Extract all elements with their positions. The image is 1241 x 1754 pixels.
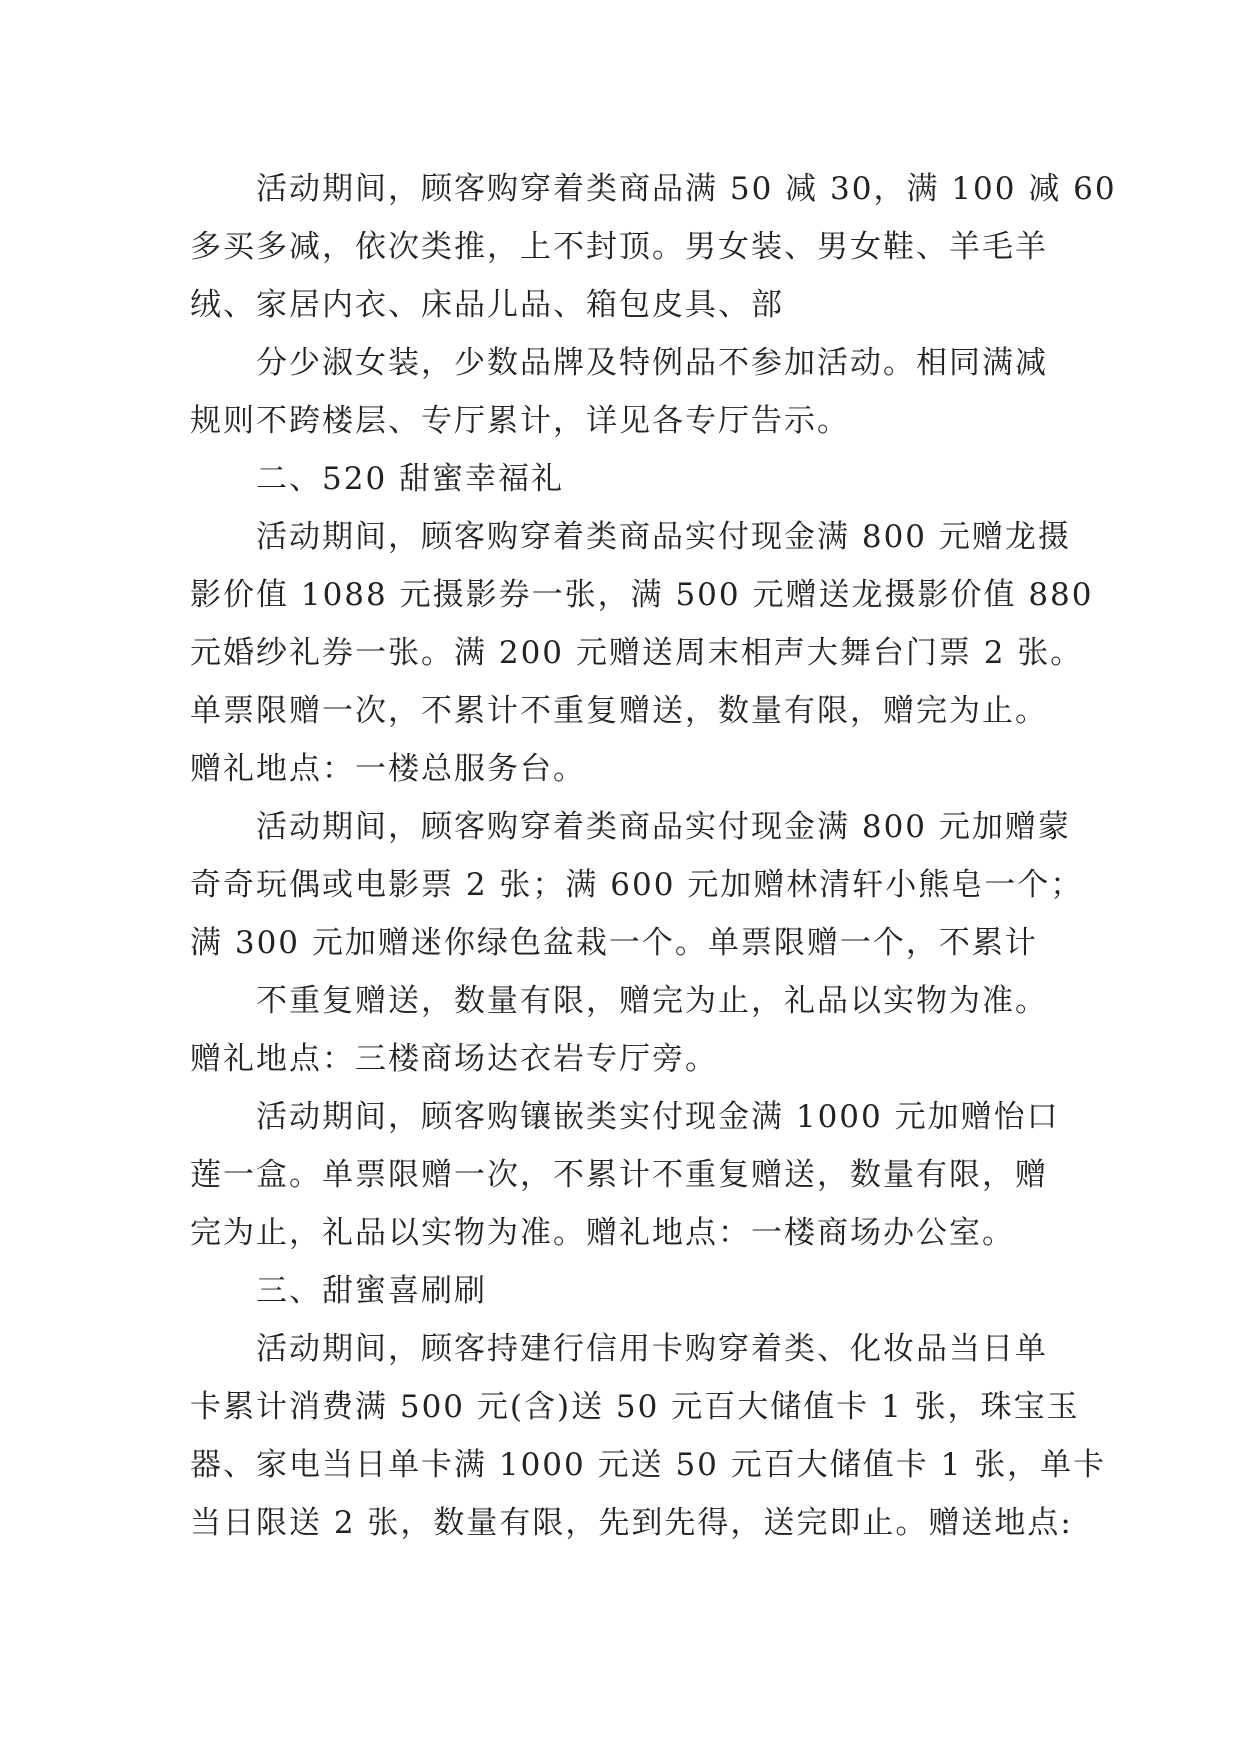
text-line: 活动期间，顾客购穿着类商品实付现金满 800 元赠龙摄	[256, 519, 1071, 555]
text-line: 规则不跨楼层、专厅累计，详见各专厅告示。	[190, 403, 850, 439]
text-line: 活动期间，顾客购镶嵌类实付现金满 1000 元加赠怡口	[256, 1099, 1060, 1135]
document-body	[190, 160, 1117, 1552]
text-line: 不重复赠送，数量有限，赠完为止，礼品以实物为准。	[256, 983, 1048, 1019]
text-line: 影价值 1088 元摄影券一张，满 500 元赠送龙摄影价值 880	[190, 577, 1094, 613]
text-line: 绒、家居内衣、床品儿品、箱包皮具、部	[190, 287, 784, 323]
section-heading: 二、520 甜蜜幸福礼	[256, 461, 565, 497]
text-line: 满 300 元加赠迷你绿色盆栽一个。单票限赠一个，不累计	[190, 925, 1038, 961]
text-line: 当日限送 2 张，数量有限，先到先得，送完即止。赠送地点:	[190, 1505, 1073, 1541]
section-heading: 三、甜蜜喜刷刷	[256, 1273, 487, 1309]
text-line: 卡累计消费满 500 元(含)送 50 元百大储值卡 1 张，珠宝玉	[190, 1389, 1080, 1425]
text-line: 单票限赠一次，不累计不重复赠送，数量有限，赠完为止。	[190, 693, 1048, 729]
text-line: 分少淑女装，少数品牌及特例品不参加活动。相同满减	[256, 345, 1048, 381]
text-line: 元婚纱礼券一张。满 200 元赠送周末相声大舞台门票 2 张。	[190, 635, 1084, 671]
text-line: 赠礼地点：三楼商场达衣岩专厅旁。	[190, 1041, 718, 1077]
text-line: 器、家电当日单卡满 1000 元送 50 元百大储值卡 1 张，单卡	[190, 1447, 1107, 1483]
text-line: 完为止，礼品以实物为准。赠礼地点：一楼商场办公室。	[190, 1215, 1015, 1251]
text-line: 活动期间，顾客购穿着类商品实付现金满 800 元加赠蒙	[256, 809, 1071, 845]
text-line: 奇奇玩偶或电影票 2 张；满 600 元加赠林清轩小熊皂一个；	[190, 867, 1084, 903]
text-line: 多买多减，依次类推，上不封顶。男女装、男女鞋、羊毛羊	[190, 229, 1048, 265]
text-line: 活动期间，顾客持建行信用卡购穿着类、化妆品当日单	[256, 1331, 1048, 1367]
text-line: 莲一盒。单票限赠一次，不累计不重复赠送，数量有限，赠	[190, 1157, 1048, 1193]
text-line: 赠礼地点：一楼总服务台。	[190, 751, 586, 787]
text-line: 活动期间，顾客购穿着类商品满 50 减 30，满 100 减 60	[256, 171, 1117, 207]
